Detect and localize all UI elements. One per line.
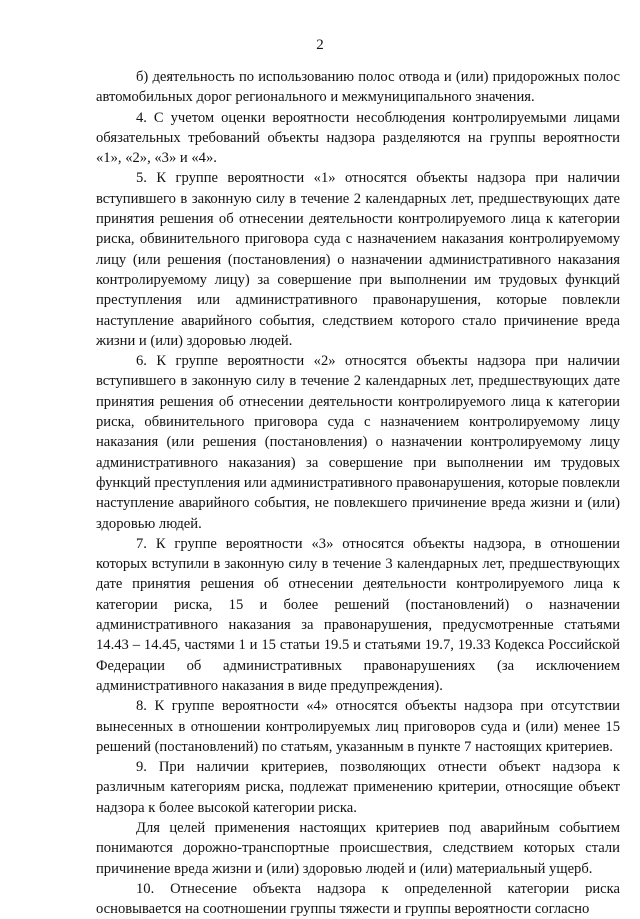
paragraph-accident-definition: Для целей применения настоящих критериев под аварийным событием понимаются дорожно-транспортные происшествия, следствием которых стали причинение вреда жизни и (или) здоровью людей и (или) материальный ущерб. <box>96 819 620 877</box>
paragraph-4-probability-groups: 4. С учетом оценки вероятности несоблюдения контролируемыми лицами обязательных требований объекты надзора разделяются на группы вероятности «1», «2», «3» и «4». <box>96 109 620 167</box>
paragraph-6-probability-group-2: 6. К группе вероятности «2» относятся объекты надзора при наличии вступившего в законную силу в течение 2 календарных лет, предшествующих дате принятия решения об отнесении деятельности контролируемого лица к категории риска, обвинительного приговора суда с назначением контролируемому лицу наказания (или решения (постановления) о назначении контролируемому лицу административного наказания) за совершение при выполнении им трудовых функций преступления или административного правонарушения, которые повлекли наступление аварийного события, не повлекшего причинение вреда жизни и (или) здоровью людей. <box>96 353 620 532</box>
paragraph-8-probability-group-4: 8. К группе вероятности «4» относятся объекты надзора при отсутствии вынесенных в отношении контролируемых лиц приговоров суда и (или) менее 15 решений (постановлений) по статьям, указанным в пункте 7 настоящих критериев. <box>96 698 620 755</box>
document-body <box>96 67 620 919</box>
paragraph-10-risk-category-basis: 10. Отнесение объекта надзора к определенной категории риска основывается на соотношении группы тяжести и группы вероятности согласно <box>96 880 620 918</box>
paragraph-7-probability-group-3: 7. К группе вероятности «3» относятся объекты надзора, в отношении которых вступили в законную силу в течение 3 календарных лет, предшествующих дате принятия решения об отнесении деятельности контролируемого лица к категории риска, 15 и более решений (постановлений) о назначении административного наказания за правонарушения, предусмотренные статьями 14.43 – 14.45, частями 1 и 15 статьи 19.5 и статьями 19.7, 19.33 Кодекса Российской Федерации об административных правонарушениях (за исключением административного наказания в виде предупреждения). <box>96 535 620 694</box>
paragraph-5-probability-group-1: 5. К группе вероятности «1» относятся объекты надзора при наличии вступившего в законную силу в течение 2 календарных лет, предшествующих дате принятия решения об отнесении деятельности контролируемого лица к категории риска, обвинительного приговора суда с назначением наказания контролируемому лицу (или решения (постановления) о назначении административного наказания контролируемому лицу) за совершение при выполнении им трудовых функций преступления или административного правонарушения, которые повлекли наступление аварийного события, следствием которого стало причинение вреда жизни и (или) здоровью людей. <box>96 170 620 349</box>
paragraph-b-roadside-activity: б) деятельность по использованию полос отвода и (или) придорожных полос автомобильных дорог регионального и межмуниципального значения. <box>96 69 620 106</box>
paragraph-9-multiple-criteria: 9. При наличии критериев, позволяющих отнести объект надзора к различным категориям риска, подлежат применению критерии, относящие объект надзора к более высокой категории риска. <box>96 759 620 816</box>
page-number: 2 <box>316 37 324 53</box>
